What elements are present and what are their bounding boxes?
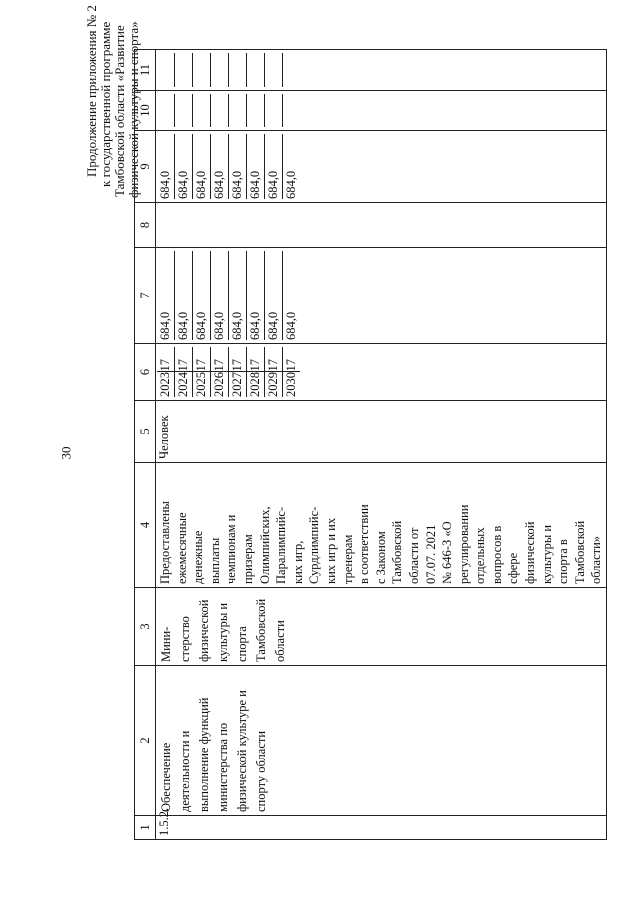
col8-cell <box>156 203 607 248</box>
year: 2023 <box>157 372 175 397</box>
year: 2024 <box>175 372 193 397</box>
year-row <box>283 347 301 397</box>
col7-values <box>157 251 300 340</box>
year: 2028 <box>247 372 265 397</box>
col10-blank <box>157 94 300 127</box>
year: 2027 <box>229 372 247 397</box>
header-line: Тамбовской области «Развитие <box>112 25 127 197</box>
count: 17 <box>157 347 175 372</box>
value: 684,0 <box>229 251 247 340</box>
measure-name: Обеспечение деятельности и выполнение функций министерства по физической культуре и спорту области <box>156 666 607 816</box>
page-number: 30 <box>58 446 74 460</box>
value: 684,0 <box>211 251 229 340</box>
value: 684,0 <box>284 311 298 340</box>
value: 684,0 <box>247 251 265 340</box>
year-row <box>229 347 247 397</box>
unit: Человек <box>156 401 607 463</box>
value: 684,0 <box>211 134 229 199</box>
count: 17 <box>265 347 283 372</box>
year-row <box>211 347 229 397</box>
count: 17 <box>175 347 193 372</box>
year-row <box>175 347 193 397</box>
count: 17 <box>193 347 211 372</box>
year-row <box>193 347 211 397</box>
count: 17 <box>229 347 247 372</box>
rotated-table-area <box>134 50 604 840</box>
count: 17 <box>283 347 301 372</box>
program-table <box>134 49 607 840</box>
col-header: 3 <box>135 588 156 666</box>
col9-values <box>157 134 300 199</box>
executor: Мини- стерство физической культуры и спорта Тамбовской области <box>156 588 607 666</box>
value: 684,0 <box>265 134 283 199</box>
value: 684,0 <box>284 170 298 199</box>
value: 684,0 <box>157 251 175 340</box>
year: 2030 <box>284 372 298 397</box>
col-header: 11 <box>135 50 156 91</box>
value: 684,0 <box>265 251 283 340</box>
result-description: Предоставлены ежемесячные денежные выплаты чемпионам и призерам Олимпийских, Паралимпийс- ких игр, Сурдлимпийс- ких игр и их тренерам в соответствии с Законом Тамбовской области от 07.07. 2021 № 646-З «О регулировании отдельных вопросов в сфере физической культуры и спорта в Тамбовской области» <box>156 463 607 588</box>
count: 17 <box>211 347 229 372</box>
col11-blank <box>157 53 300 87</box>
col-header: 8 <box>135 203 156 248</box>
value: 684,0 <box>193 134 211 199</box>
col11-cell <box>156 50 607 91</box>
value: 684,0 <box>175 251 193 340</box>
value: 684,0 <box>157 134 175 199</box>
col9-cell <box>156 131 607 203</box>
year: 2029 <box>265 372 283 397</box>
years-grid <box>157 347 300 397</box>
col-header: 5 <box>135 401 156 463</box>
year-row <box>157 347 175 397</box>
year: 2026 <box>211 372 229 397</box>
header-line: Продолжение приложения № 2 <box>84 5 99 177</box>
col-header: 10 <box>135 91 156 131</box>
value: 684,0 <box>229 134 247 199</box>
year-row <box>247 347 265 397</box>
year: 2025 <box>193 372 211 397</box>
col-header: 9 <box>135 131 156 203</box>
header-line: к государственной программе <box>98 21 113 187</box>
col-header: 7 <box>135 248 156 344</box>
header-line: физической культуры и спорта» <box>126 21 141 198</box>
years-cell <box>156 344 607 401</box>
col-header: 1 <box>135 816 156 840</box>
value: 684,0 <box>247 134 265 199</box>
count: 17 <box>247 347 265 372</box>
value: 684,0 <box>193 251 211 340</box>
col-header: 2 <box>135 666 156 816</box>
col7-cell <box>156 248 607 344</box>
col-header: 6 <box>135 344 156 401</box>
value: 684,0 <box>175 134 193 199</box>
row-number: 1.5.2. <box>156 816 607 840</box>
year-row <box>265 347 283 397</box>
col10-cell <box>156 91 607 131</box>
table-row <box>156 50 607 840</box>
col-header: 4 <box>135 463 156 588</box>
column-number-row <box>135 50 156 840</box>
